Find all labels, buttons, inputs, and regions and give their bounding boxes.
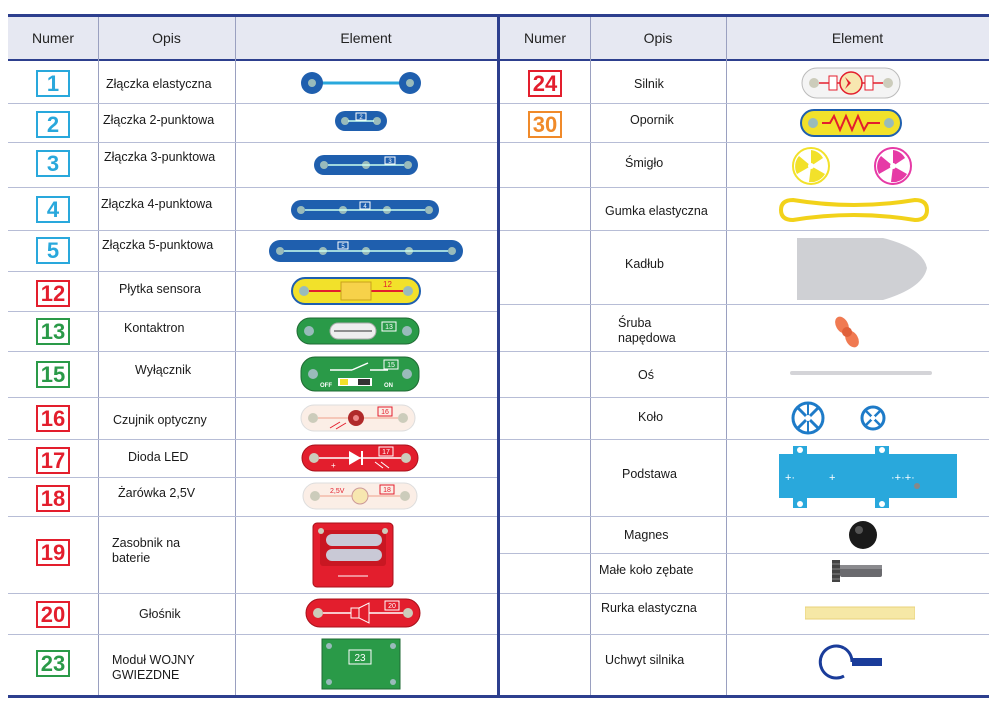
module-label: 12 — [383, 280, 392, 289]
part-number-badge: 17 — [36, 447, 70, 474]
part-number-badge: 15 — [36, 361, 70, 388]
part-number-badge: 12 — [36, 280, 70, 307]
part-description: Oś — [638, 368, 654, 382]
module-label: 5 — [341, 244, 345, 250]
star-wars-module-icon — [321, 638, 401, 690]
part-description: Żarówka 2,5V — [118, 486, 196, 500]
module-label: 3 — [388, 159, 392, 165]
row-separator — [500, 516, 989, 517]
part-number-badge: 16 — [36, 405, 70, 432]
part-description-line2: GWIEZDNE — [112, 668, 180, 682]
row-separator — [8, 634, 497, 635]
part-description: Wyłącznik — [135, 363, 192, 377]
module-label: 18 — [383, 487, 391, 494]
module-label: 17 — [382, 449, 390, 456]
row-separator — [500, 397, 989, 398]
part-description: Kadłub — [625, 257, 664, 271]
magnet-icon — [848, 520, 878, 550]
part-description-line2: napędowa — [618, 331, 676, 345]
part-description: Podstawa — [622, 467, 677, 481]
part-number-badge: 5 — [36, 237, 70, 264]
part-description-line1: Moduł WOJNY — [112, 653, 195, 667]
switch-on-label: ON — [384, 383, 393, 389]
module-label: 23 — [354, 653, 366, 664]
part-description: Opornik — [630, 113, 674, 127]
header-numer-right: Numer — [523, 30, 566, 46]
rubber-band-icon — [777, 194, 931, 226]
part-number-badge: 13 — [36, 318, 70, 345]
part-description-line1: Śruba — [618, 316, 652, 330]
row-separator — [8, 477, 497, 478]
svg-text:+: + — [331, 461, 336, 470]
row-separator — [8, 187, 497, 188]
row-separator — [8, 271, 497, 272]
part-description: Złączka 4-punktowa — [101, 197, 213, 211]
part-description: Uchwyt silnika — [605, 653, 685, 667]
module-label: 4 — [363, 204, 367, 210]
row-separator — [500, 553, 989, 554]
part-number-badge: 2 — [36, 111, 70, 138]
row-separator — [500, 351, 989, 352]
module-label: 15 — [387, 362, 395, 369]
battery-holder-icon — [312, 522, 394, 588]
svg-text:+: + — [829, 472, 836, 484]
header-opis-left: Opis — [152, 30, 181, 46]
module-label: 20 — [388, 603, 396, 610]
center-divider — [497, 16, 500, 697]
wheel-icon — [790, 401, 890, 435]
part-description: Czujnik optyczny — [113, 413, 207, 427]
led-module-icon — [301, 444, 419, 472]
part-number-badge: 18 — [36, 485, 70, 512]
header-opis-right: Opis — [643, 30, 673, 46]
row-separator — [8, 103, 497, 104]
row-separator — [500, 634, 989, 635]
part-description: Kontaktron — [124, 321, 185, 335]
part-description: Małe koło zębate — [599, 563, 694, 577]
row-separator — [8, 593, 497, 594]
hull-icon — [795, 234, 929, 302]
header-numer-left: Numer — [31, 30, 74, 46]
module-label: 16 — [381, 409, 389, 416]
part-description: Złączka 3-punktowa — [104, 150, 216, 164]
part-description: Koło — [638, 410, 664, 424]
module-label: 2 — [359, 115, 363, 121]
part-description: Silnik — [634, 77, 664, 91]
lamp-module-icon — [302, 482, 418, 510]
part-description: Płytka sensora — [119, 282, 201, 296]
row-separator — [500, 593, 989, 594]
row-separator — [8, 142, 497, 143]
resistor-module-icon — [800, 109, 902, 137]
small-gear-icon — [830, 558, 884, 584]
row-separator — [500, 187, 989, 188]
svg-text:·+·+·: ·+·+· — [891, 472, 915, 484]
row-separator — [500, 103, 989, 104]
row-separator — [8, 311, 497, 312]
row-separator — [8, 439, 497, 440]
part-description: Złączka 2-punktowa — [103, 113, 215, 127]
row-separator — [8, 351, 497, 352]
header-element-left: Element — [340, 30, 392, 46]
part-description: Śmigło — [625, 156, 664, 170]
motor-holder-icon — [818, 642, 884, 682]
part-number-badge: 30 — [528, 111, 562, 138]
snap-wire-flexible-icon — [300, 70, 424, 96]
switch-module-icon — [300, 356, 420, 392]
lamp-voltage: 2,5V — [330, 488, 345, 495]
photo-sensor-module-icon — [300, 404, 416, 432]
base-plate-icon — [777, 444, 959, 510]
module-label: 13 — [385, 324, 393, 331]
part-number-badge: 19 — [36, 539, 70, 566]
propeller-icon — [789, 146, 919, 186]
reed-switch-module-icon — [296, 317, 420, 345]
svg-text:+·: +· — [785, 472, 796, 484]
part-description: Złączka elastyczna — [106, 77, 212, 91]
header-element-right: Element — [831, 30, 884, 46]
part-number-badge: 23 — [36, 650, 70, 677]
snap-2-point-icon — [334, 110, 388, 132]
part-description-line1: Zasobnik na — [112, 536, 181, 550]
touch-plate-module-icon — [291, 277, 421, 305]
motor-module-icon — [801, 67, 901, 99]
boat-propeller-icon — [832, 315, 862, 349]
axle-icon — [790, 370, 932, 376]
speaker-module-icon — [305, 598, 421, 628]
part-description: Gumka elastyczna — [605, 204, 708, 218]
part-description: Złączka 5-punktowa — [102, 238, 214, 252]
snap-3-point-icon — [313, 154, 419, 176]
flexible-tube-icon — [805, 606, 915, 620]
part-description: Magnes — [624, 528, 669, 542]
part-number-badge: 20 — [36, 601, 70, 628]
row-separator — [500, 230, 989, 231]
part-description: Dioda LED — [128, 450, 189, 464]
snap-5-point-icon — [268, 239, 464, 263]
snap-4-point-icon — [290, 199, 440, 221]
part-number-badge: 4 — [36, 196, 70, 223]
part-number-badge: 1 — [36, 70, 70, 97]
row-separator — [500, 304, 989, 305]
row-separator — [500, 142, 989, 143]
part-description-line2: baterie — [112, 551, 151, 565]
row-separator — [8, 397, 497, 398]
part-description: Rurka elastyczna — [601, 601, 697, 615]
part-number-badge: 24 — [528, 70, 562, 97]
part-number-badge: 3 — [36, 150, 70, 177]
row-separator — [8, 230, 497, 231]
part-description: Głośnik — [139, 607, 181, 621]
row-separator — [500, 439, 989, 440]
switch-off-label: OFF — [320, 383, 332, 389]
row-separator — [8, 516, 497, 517]
